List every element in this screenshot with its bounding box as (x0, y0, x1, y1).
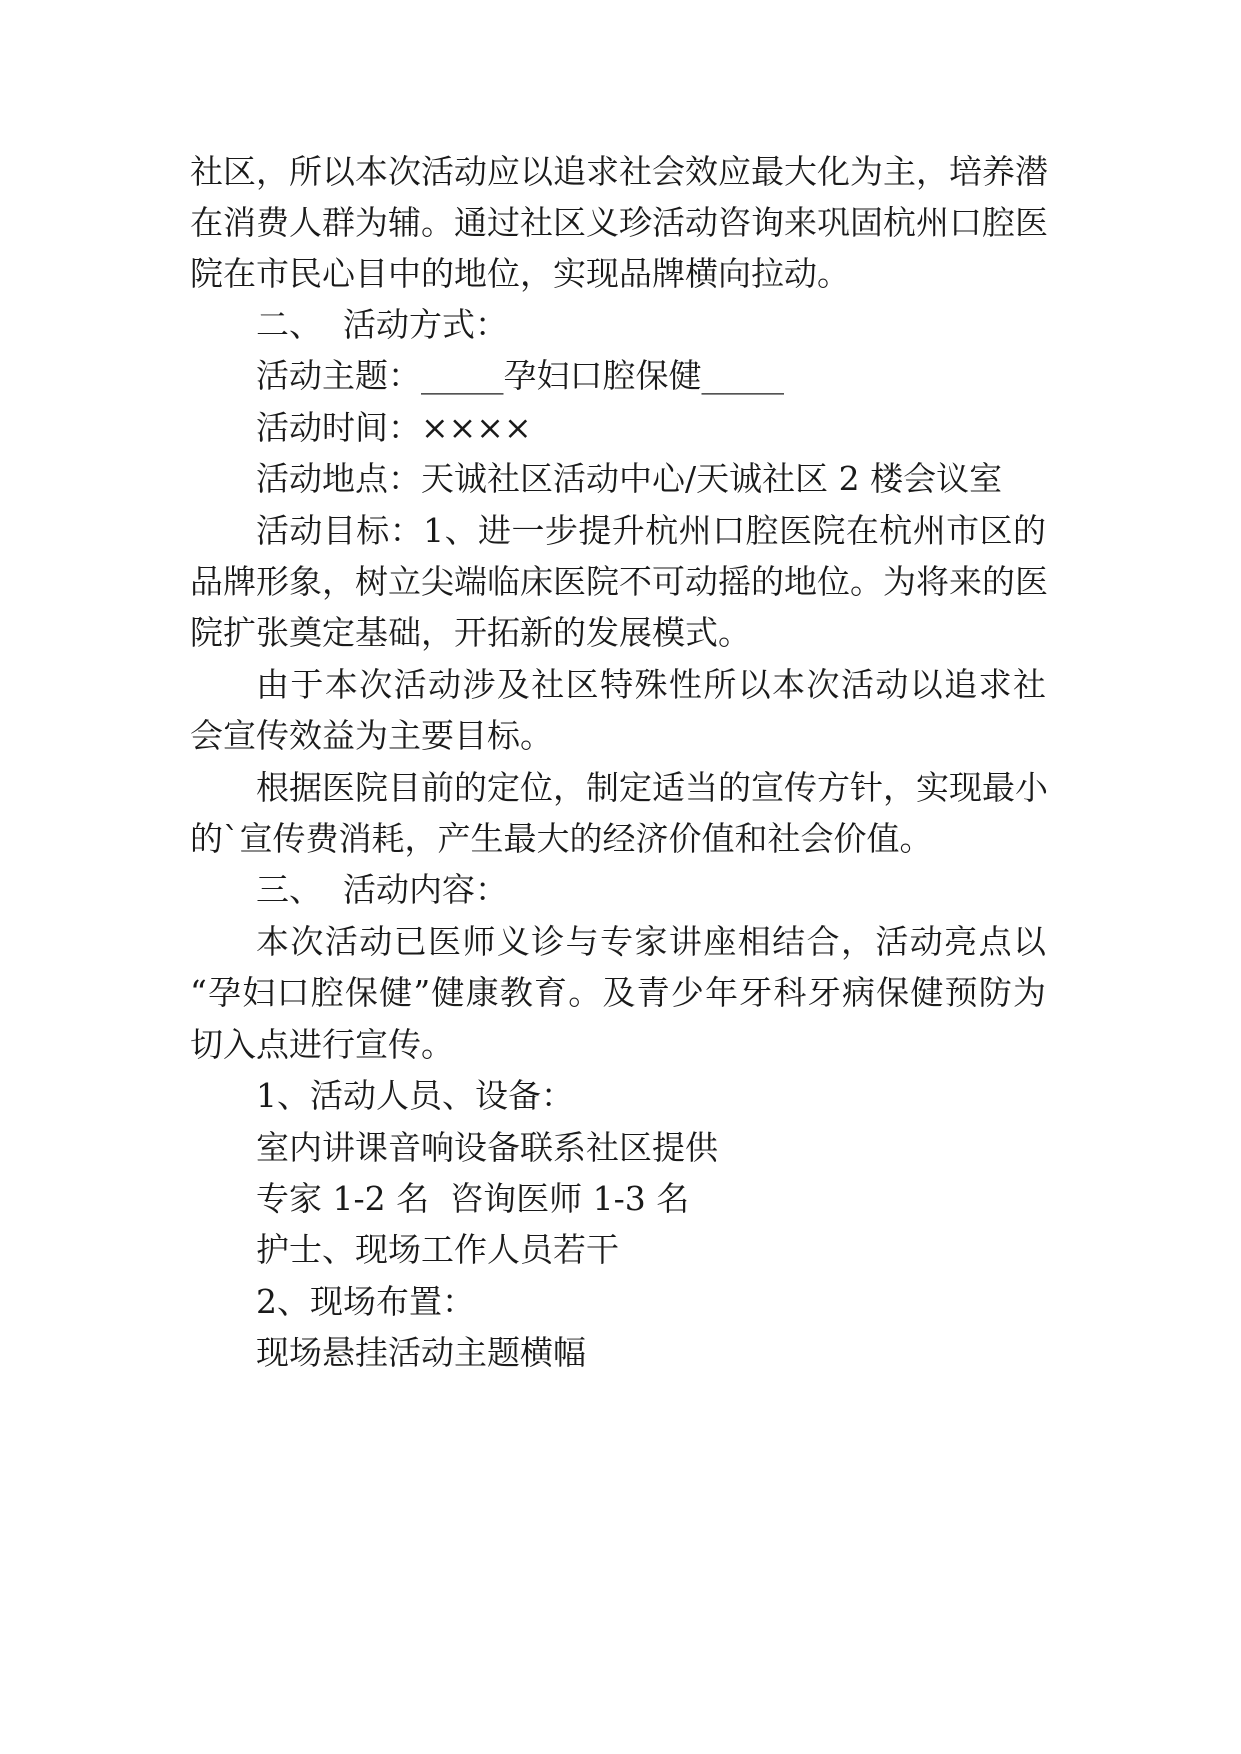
section-heading-3: 三、 活动内容： (256, 870, 508, 909)
paragraph-line: 在消费人群为辅。通过社区义珍活动咨询来巩固杭州口腔医 (190, 203, 1048, 242)
paragraph-line: 由于本次活动涉及社区特殊性所以本次活动以追求社 (256, 665, 1046, 704)
activity-theme: 活动主题：_____孕妇口腔保健_____ (256, 356, 784, 395)
list-item: 专家 1-2 名 咨询医师 1-3 名 (256, 1179, 690, 1218)
paragraph-line: 活动目标：1、进一步提升杭州口腔医院在杭州市区的 (256, 511, 1046, 550)
section-heading-2: 二、 活动方式： (256, 305, 508, 344)
list-item: 室内讲课音响设备联系社区提供 (256, 1128, 718, 1167)
paragraph-line: 根据医院目前的定位，制定适当的宣传方针，实现最小 (256, 768, 1048, 807)
paragraph-line: 切入点进行宣传。 (190, 1025, 454, 1064)
list-item: 现场悬挂活动主题横幅 (256, 1333, 586, 1372)
paragraph-line: 院在市民心目中的地位，实现品牌横向拉动。 (190, 254, 850, 293)
activity-time: 活动时间：×××× (256, 408, 532, 447)
paragraph-line: 本次活动已医师义诊与专家讲座相结合，活动亮点以 (256, 922, 1046, 961)
paragraph-line: 的`宣传费消耗，产生最大的经济价值和社会价值。 (190, 819, 933, 858)
subheading-layout: 2、现场布置： (256, 1282, 475, 1321)
list-item: 护士、现场工作人员若干 (256, 1230, 619, 1269)
paragraph-line: 品牌形象，树立尖端临床医院不可动摇的地位。为将来的医 (190, 562, 1048, 601)
activity-location: 活动地点：天诚社区活动中心/天诚社区 2 楼会议室 (256, 459, 1003, 498)
paragraph-line: 院扩张奠定基础，开拓新的发展模式。 (190, 613, 751, 652)
subheading-personnel: 1、活动人员、设备： (256, 1076, 574, 1115)
paragraph-line: “孕妇口腔保健”健康教育。及青少年牙科牙病保健预防为 (190, 973, 1046, 1012)
paragraph-line: 会宣传效益为主要目标。 (190, 716, 553, 755)
paragraph-line: 社区，所以本次活动应以追求社会效应最大化为主，培养潜 (190, 152, 1048, 191)
